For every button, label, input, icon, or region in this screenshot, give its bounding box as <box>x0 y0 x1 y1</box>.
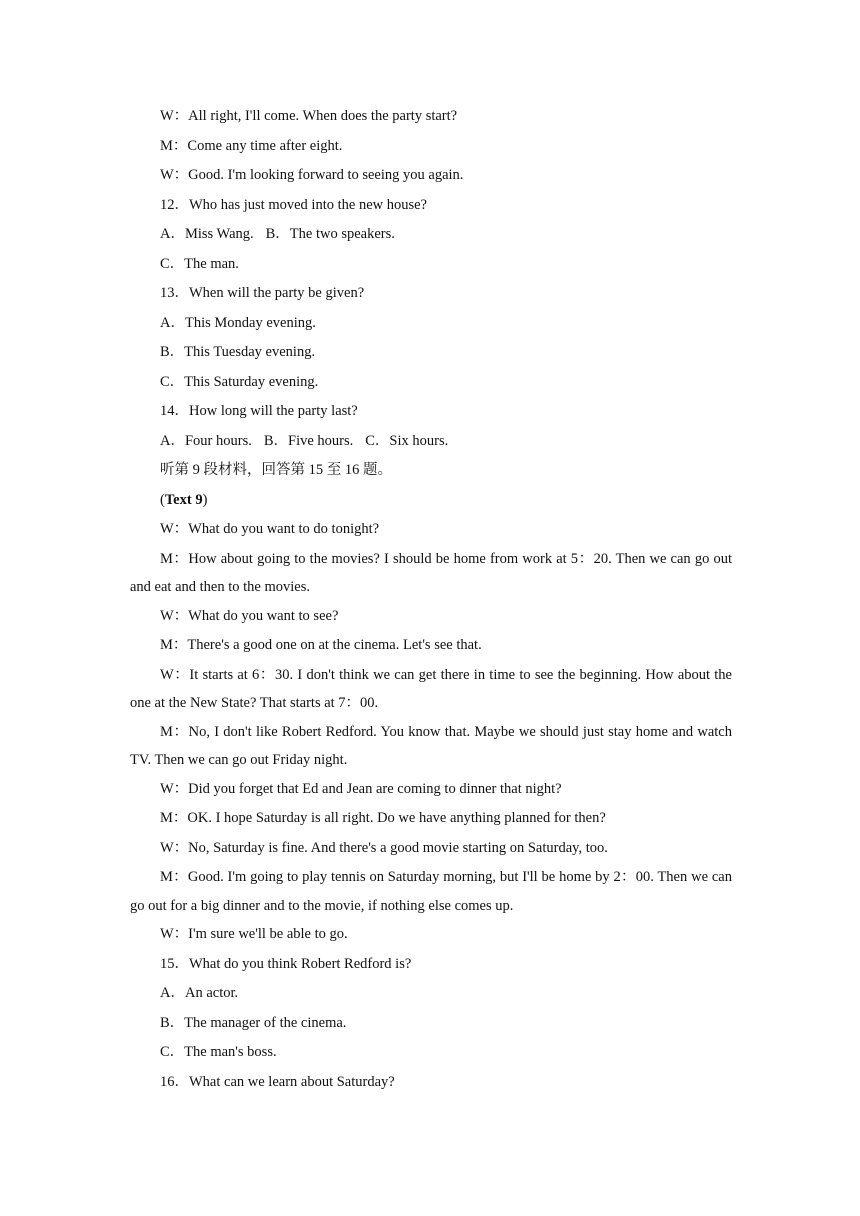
dialogue-line: M：OK. I hope Saturday is all right. Do we have anything planned for then? <box>160 810 606 826</box>
question-14: 14．How long will the party last? <box>160 403 358 419</box>
section-instruction: 听第 9 段材料，回答第 15 至 16 题。 <box>160 462 392 478</box>
section-heading-bold: Text 9 <box>164 491 203 508</box>
option-text: A．Miss Wang. <box>160 226 254 242</box>
option-line: B．The manager of the cinema. <box>160 1014 347 1031</box>
options-line <box>130 427 732 457</box>
dialogue-line: W：It starts at 6：30. I don't think we can get there in time to see the beginning. How about the one at the New State? That starts at 7：00. <box>130 666 732 711</box>
option-line: C．The man. <box>160 255 239 272</box>
dialogue-line: W：No, Saturday is fine. And there's a good movie starting on Saturday, too. <box>160 839 608 856</box>
option-line: C．This Saturday evening. <box>160 373 319 390</box>
section-heading: (Text 9) <box>160 491 208 508</box>
option-line: A．An actor. <box>160 985 239 1001</box>
option-line: A．This Monday evening. <box>160 314 316 331</box>
option-line: B．This Tuesday evening. <box>160 344 316 360</box>
option-line: C．The man's boss. <box>160 1044 277 1060</box>
dialogue-line: W：What do you want to do tonight? <box>160 521 380 537</box>
dialogue-line: M：How about going to the movies? I should be home from work at 5：20. Then we can go out and eat and then to the movies. <box>130 550 732 595</box>
dialogue-line: W：Did you forget that Ed and Jean are coming to dinner that night? <box>160 780 562 797</box>
dialogue-line: M：There's a good one on at the cinema. Let's see that. <box>160 637 482 653</box>
dialogue-line: M：Good. I'm going to play tennis on Saturday morning, but I'll be home by 2：00. Then we can go out for a big dinner and to the movie, if nothing else comes up. <box>130 869 732 914</box>
question-16: 16．What can we learn about Saturday? <box>160 1073 395 1090</box>
dialogue-line: M：Come any time after eight. <box>160 137 343 154</box>
question-12: 12．Who has just moved into the new house? <box>160 196 427 213</box>
option-text: A．Four hours. <box>160 432 252 449</box>
question-13: 13．When will the party be given? <box>160 285 365 301</box>
dialogue-line: W：I'm sure we'll be able to go. <box>160 926 348 942</box>
dialogue-line: W：What do you want to see? <box>160 607 339 624</box>
dialogue-line: W：Good. I'm looking forward to seeing you again. <box>160 167 464 183</box>
question-15: 15．What do you think Robert Redford is? <box>160 955 412 972</box>
option-text: C．Six hours. <box>365 432 449 449</box>
options-line <box>130 220 732 250</box>
option-text: B．The two speakers. <box>265 226 395 242</box>
option-text: B．Five hours. <box>263 432 354 449</box>
document-body <box>130 102 732 1097</box>
dialogue-line: W：All right, I'll come. When does the party start? <box>160 108 458 124</box>
dialogue-line: M：No, I don't like Robert Redford. You know that. Maybe we should just stay home and watch TV. Then we can go out Friday night. <box>130 723 732 768</box>
